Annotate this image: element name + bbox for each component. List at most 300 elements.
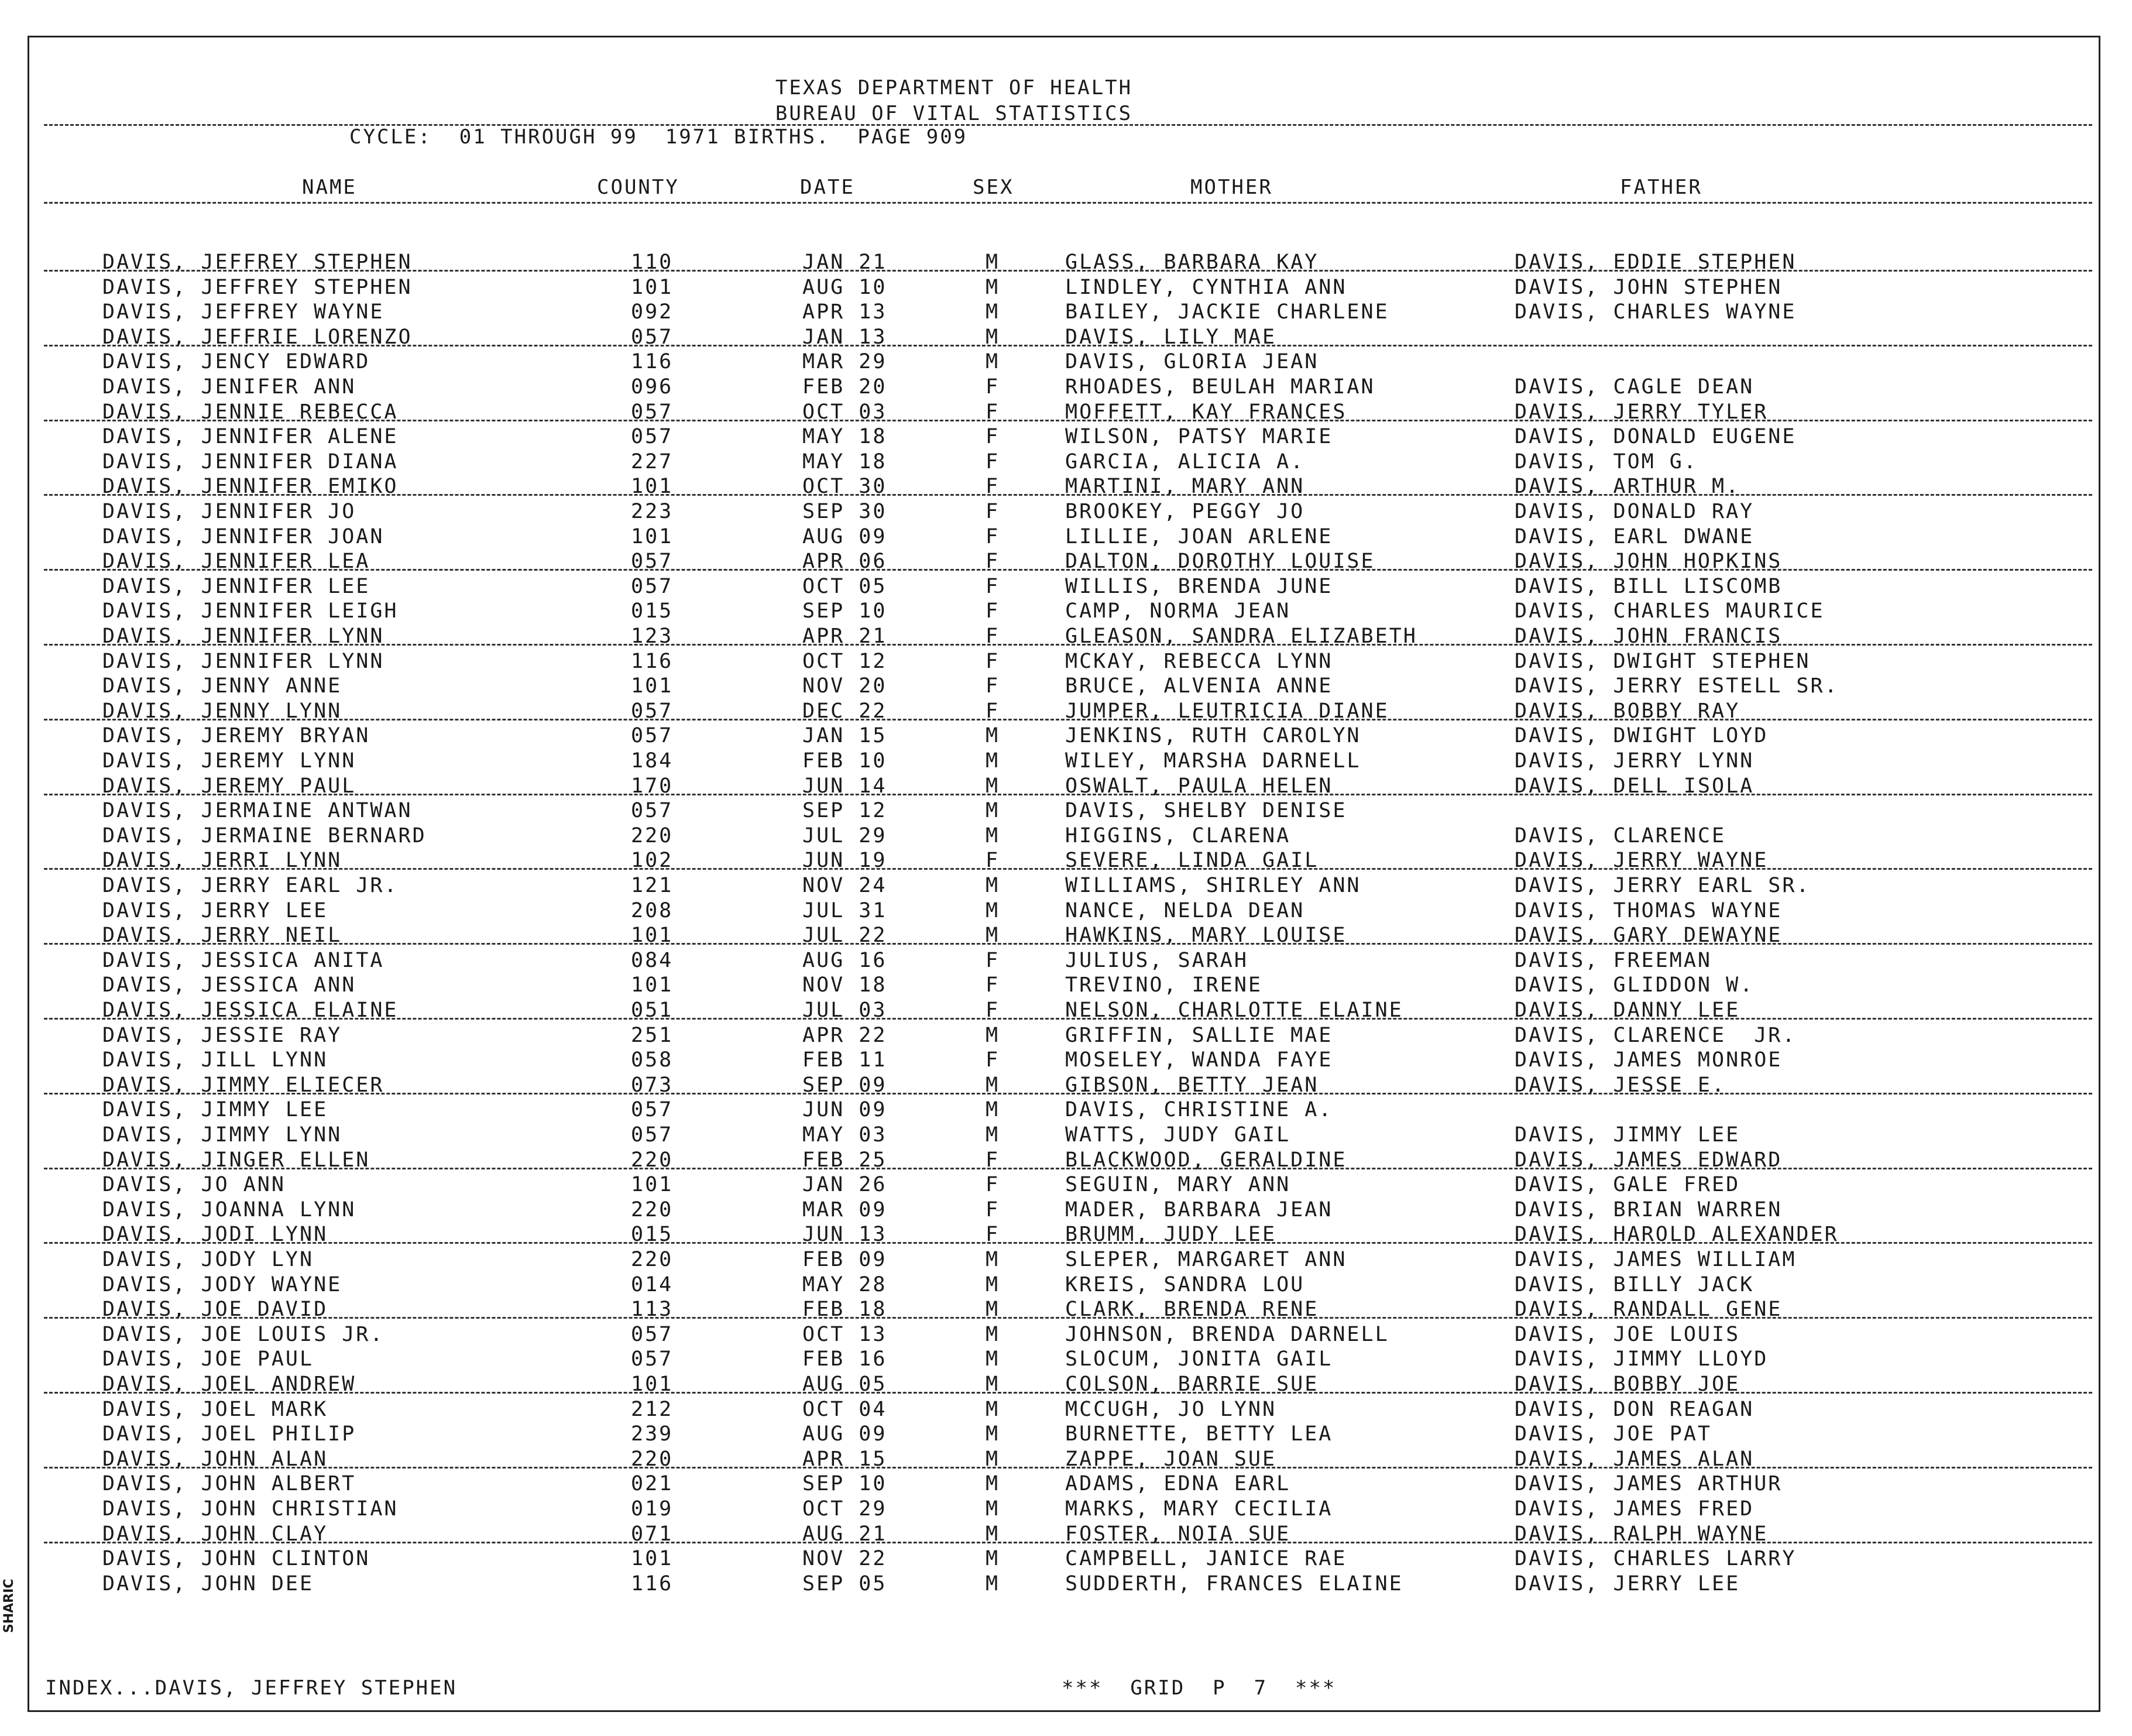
record-county: 084 bbox=[631, 948, 674, 972]
record-name: DAVIS, JENIFER ANN bbox=[102, 375, 356, 399]
record-sex: M bbox=[986, 874, 1000, 897]
record-name: DAVIS, JOANNA LYNN bbox=[102, 1198, 356, 1222]
record-county: 184 bbox=[631, 749, 674, 773]
record-date: SEP 05 bbox=[802, 1572, 887, 1596]
record-name: DAVIS, JOHN CLINTON bbox=[102, 1547, 370, 1571]
record-county: 101 bbox=[631, 275, 674, 299]
record-row bbox=[0, 1198, 2132, 1223]
record-row bbox=[0, 349, 2132, 375]
record-sex: F bbox=[986, 649, 1000, 673]
column-header-county: COUNTY bbox=[597, 176, 679, 199]
record-mother: MOFFETT, KAY FRANCES bbox=[1065, 400, 1347, 424]
record-county: 021 bbox=[631, 1472, 674, 1496]
record-county: 014 bbox=[631, 1272, 674, 1296]
record-father: DAVIS, HAROLD ALEXANDER bbox=[1515, 1223, 1839, 1247]
record-row bbox=[0, 624, 2132, 649]
record-sex: F bbox=[986, 400, 1000, 424]
record-row bbox=[0, 1048, 2132, 1073]
record-father: DAVIS, CHARLES WAYNE bbox=[1515, 300, 1797, 324]
record-date: SEP 09 bbox=[802, 1073, 887, 1097]
record-sex: M bbox=[986, 924, 1000, 948]
column-header-father: FATHER bbox=[1620, 176, 1702, 199]
record-name: DAVIS, JOEL MARK bbox=[102, 1397, 328, 1421]
record-date: JAN 13 bbox=[802, 325, 887, 349]
record-county: 057 bbox=[631, 1322, 674, 1346]
record-date: OCT 03 bbox=[802, 400, 887, 424]
record-row bbox=[0, 674, 2132, 699]
record-name: DAVIS, JOE DAVID bbox=[102, 1298, 328, 1322]
record-mother: SLOCUM, JONITA GAIL bbox=[1065, 1347, 1333, 1371]
record-row bbox=[0, 1123, 2132, 1148]
record-row bbox=[0, 549, 2132, 574]
footer-grid: *** GRID P 7 *** bbox=[1062, 1676, 1337, 1700]
column-header-mother: MOTHER bbox=[1190, 176, 1273, 199]
record-row bbox=[0, 1347, 2132, 1372]
record-date: OCT 05 bbox=[802, 574, 887, 598]
record-row bbox=[0, 873, 2132, 898]
record-name: DAVIS, JENNIFER LEE bbox=[102, 574, 370, 598]
record-mother: JOHNSON, BRENDA DARNELL bbox=[1065, 1322, 1389, 1346]
record-row bbox=[0, 1422, 2132, 1447]
record-name: DAVIS, JEREMY BRYAN bbox=[102, 724, 370, 748]
record-date: APR 06 bbox=[802, 550, 887, 574]
bureau-title: BUREAU OF VITAL STATISTICS bbox=[775, 102, 1133, 125]
record-date: DEC 22 bbox=[802, 699, 887, 723]
record-father: DAVIS, DANNY LEE bbox=[1515, 999, 1740, 1022]
record-name: DAVIS, JENNIFER LEA bbox=[102, 550, 370, 574]
record-mother: GRIFFIN, SALLIE MAE bbox=[1065, 1023, 1333, 1047]
record-father: DAVIS, GALE FRED bbox=[1515, 1173, 1740, 1197]
record-county: 220 bbox=[631, 1447, 674, 1471]
record-father: DAVIS, JOHN STEPHEN bbox=[1515, 275, 1783, 299]
record-father: DAVIS, JAMES MONROE bbox=[1515, 1048, 1783, 1072]
record-name: DAVIS, JEFFREY STEPHEN bbox=[102, 251, 413, 274]
record-date: MAY 18 bbox=[802, 450, 887, 474]
record-row bbox=[0, 723, 2132, 749]
record-county: 057 bbox=[631, 699, 674, 723]
record-father: DAVIS, JIMMY LLOYD bbox=[1515, 1347, 1769, 1371]
record-mother: SLEPER, MARGARET ANN bbox=[1065, 1248, 1347, 1271]
record-name: DAVIS, JOHN ALBERT bbox=[102, 1472, 356, 1496]
record-name: DAVIS, JERMAINE BERNARD bbox=[102, 824, 427, 848]
record-sex: F bbox=[986, 574, 1000, 598]
record-father: DAVIS, JERRY WAYNE bbox=[1515, 849, 1769, 873]
column-header-divider bbox=[44, 202, 2092, 204]
record-county: 057 bbox=[631, 550, 674, 574]
record-name: DAVIS, JERRY NEIL bbox=[102, 924, 342, 948]
record-mother: BAILEY, JACKIE CHARLENE bbox=[1065, 300, 1389, 324]
record-mother: CLARK, BRENDA RENE bbox=[1065, 1298, 1319, 1322]
record-mother: TREVINO, IRENE bbox=[1065, 973, 1263, 997]
record-date: MAY 03 bbox=[802, 1123, 887, 1147]
record-date: APR 15 bbox=[802, 1447, 887, 1471]
record-date: AUG 16 bbox=[802, 948, 887, 972]
record-father: DAVIS, DWIGHT LOYD bbox=[1515, 724, 1769, 748]
record-row bbox=[0, 774, 2132, 799]
record-mother: COLSON, BARRIE SUE bbox=[1065, 1373, 1319, 1396]
record-date: FEB 10 bbox=[802, 749, 887, 773]
record-row bbox=[0, 848, 2132, 873]
record-name: DAVIS, JENNY LYNN bbox=[102, 699, 342, 723]
record-mother: WATTS, JUDY GAIL bbox=[1065, 1123, 1291, 1147]
record-mother: JUMPER, LEUTRICIA DIANE bbox=[1065, 699, 1389, 723]
record-date: NOV 20 bbox=[802, 674, 887, 698]
record-father: DAVIS, JAMES WILLIAM bbox=[1515, 1248, 1797, 1271]
record-date: JUL 22 bbox=[802, 924, 887, 948]
record-row bbox=[0, 1522, 2132, 1547]
record-county: 057 bbox=[631, 799, 674, 823]
record-row bbox=[0, 1447, 2132, 1472]
record-name: DAVIS, JEFFRIE LORENZO bbox=[102, 325, 413, 349]
record-date: JUL 03 bbox=[802, 999, 887, 1022]
record-date: JUN 09 bbox=[802, 1098, 887, 1122]
record-date: SEP 30 bbox=[802, 500, 887, 523]
record-county: 096 bbox=[631, 375, 674, 399]
record-father: DAVIS, BRIAN WARREN bbox=[1515, 1198, 1783, 1222]
record-sex: M bbox=[986, 1547, 1000, 1571]
record-row bbox=[0, 1247, 2132, 1272]
record-mother: LILLIE, JOAN ARLENE bbox=[1065, 524, 1333, 548]
record-date: AUG 10 bbox=[802, 275, 887, 299]
record-row bbox=[0, 1222, 2132, 1247]
record-row bbox=[0, 424, 2132, 450]
record-mother: BURNETTE, BETTY LEA bbox=[1065, 1422, 1333, 1446]
record-sex: F bbox=[986, 550, 1000, 574]
record-sex: F bbox=[986, 500, 1000, 523]
record-mother: GLASS, BARBARA KAY bbox=[1065, 251, 1319, 274]
record-mother: GARCIA, ALICIA A. bbox=[1065, 450, 1305, 474]
record-row bbox=[0, 948, 2132, 973]
record-father: DAVIS, CHARLES LARRY bbox=[1515, 1547, 1797, 1571]
record-mother: BLACKWOOD, GERALDINE bbox=[1065, 1148, 1347, 1172]
record-date: JAN 26 bbox=[802, 1173, 887, 1197]
record-name: DAVIS, JOE PAUL bbox=[102, 1347, 314, 1371]
record-father: DAVIS, JERRY EARL SR. bbox=[1515, 874, 1811, 897]
record-county: 019 bbox=[631, 1497, 674, 1521]
record-county: 116 bbox=[631, 350, 674, 374]
record-name: DAVIS, JEREMY LYNN bbox=[102, 749, 356, 773]
record-mother: MOSELEY, WANDA FAYE bbox=[1065, 1048, 1333, 1072]
record-name: DAVIS, JIMMY LEE bbox=[102, 1098, 328, 1122]
record-mother: MARKS, MARY CECILIA bbox=[1065, 1497, 1333, 1521]
record-row bbox=[0, 1372, 2132, 1397]
record-sex: F bbox=[986, 973, 1000, 997]
record-name: DAVIS, JOHN ALAN bbox=[102, 1447, 328, 1471]
record-county: 057 bbox=[631, 1098, 674, 1122]
record-county: 092 bbox=[631, 300, 674, 324]
record-date: MAR 09 bbox=[802, 1198, 887, 1222]
record-county: 220 bbox=[631, 1148, 674, 1172]
record-name: DAVIS, JENNIFER ALENE bbox=[102, 425, 399, 449]
record-father: DAVIS, DONALD EUGENE bbox=[1515, 425, 1797, 449]
record-date: JAN 15 bbox=[802, 724, 887, 748]
record-father: DAVIS, JOHN FRANCIS bbox=[1515, 625, 1783, 648]
record-name: DAVIS, JOEL ANDREW bbox=[102, 1373, 356, 1396]
record-date: MAR 29 bbox=[802, 350, 887, 374]
record-date: NOV 24 bbox=[802, 874, 887, 897]
record-date: JUN 14 bbox=[802, 774, 887, 798]
record-row bbox=[0, 524, 2132, 550]
record-date: OCT 12 bbox=[802, 649, 887, 673]
record-row bbox=[0, 699, 2132, 724]
record-county: 113 bbox=[631, 1298, 674, 1322]
record-county: 058 bbox=[631, 1048, 674, 1072]
record-sex: M bbox=[986, 1023, 1000, 1047]
record-row bbox=[0, 1297, 2132, 1322]
record-sex: M bbox=[986, 1098, 1000, 1122]
record-sex: F bbox=[986, 1048, 1000, 1072]
record-mother: MCCUGH, JO LYNN bbox=[1065, 1397, 1277, 1421]
record-county: 121 bbox=[631, 874, 674, 897]
record-row bbox=[0, 798, 2132, 824]
record-row bbox=[0, 599, 2132, 624]
record-name: DAVIS, JOHN CHRISTIAN bbox=[102, 1497, 399, 1521]
record-mother: FOSTER, NOIA SUE bbox=[1065, 1522, 1291, 1546]
record-row bbox=[0, 649, 2132, 674]
record-mother: DAVIS, SHELBY DENISE bbox=[1065, 799, 1347, 823]
record-mother: JULIUS, SARAH bbox=[1065, 948, 1248, 972]
record-county: 239 bbox=[631, 1422, 674, 1446]
record-name: DAVIS, JODY WAYNE bbox=[102, 1272, 342, 1296]
record-row bbox=[0, 923, 2132, 948]
record-county: 116 bbox=[631, 1572, 674, 1596]
record-row bbox=[0, 300, 2132, 325]
record-name: DAVIS, JESSIE RAY bbox=[102, 1023, 342, 1047]
record-name: DAVIS, JESSICA ANN bbox=[102, 973, 356, 997]
record-county: 116 bbox=[631, 649, 674, 673]
record-date: NOV 22 bbox=[802, 1547, 887, 1571]
agency-title: TEXAS DEPARTMENT OF HEALTH bbox=[775, 76, 1133, 100]
record-row bbox=[0, 824, 2132, 849]
record-name: DAVIS, JERRY EARL JR. bbox=[102, 874, 399, 897]
record-father: DAVIS, JESSE E. bbox=[1515, 1073, 1726, 1097]
record-row bbox=[0, 749, 2132, 774]
record-mother: KREIS, SANDRA LOU bbox=[1065, 1272, 1305, 1296]
record-father: DAVIS, BILLY JACK bbox=[1515, 1272, 1755, 1296]
record-county: 057 bbox=[631, 425, 674, 449]
record-name: DAVIS, JODY LYN bbox=[102, 1248, 314, 1271]
record-father: DAVIS, CHARLES MAURICE bbox=[1515, 599, 1825, 623]
record-name: DAVIS, JENCY EDWARD bbox=[102, 350, 370, 374]
record-county: 015 bbox=[631, 1223, 674, 1247]
record-mother: NELSON, CHARLOTTE ELAINE bbox=[1065, 999, 1403, 1022]
record-mother: MADER, BARBARA JEAN bbox=[1065, 1198, 1333, 1222]
record-mother: DAVIS, CHRISTINE A. bbox=[1065, 1098, 1333, 1122]
record-name: DAVIS, JINGER ELLEN bbox=[102, 1148, 370, 1172]
record-county: 123 bbox=[631, 625, 674, 648]
record-mother: SEVERE, LINDA GAIL bbox=[1065, 849, 1319, 873]
record-father: DAVIS, GARY DEWAYNE bbox=[1515, 924, 1783, 948]
record-date: FEB 18 bbox=[802, 1298, 887, 1322]
record-date: MAY 28 bbox=[802, 1272, 887, 1296]
record-date: FEB 20 bbox=[802, 375, 887, 399]
record-row bbox=[0, 275, 2132, 300]
record-county: 101 bbox=[631, 1373, 674, 1396]
record-row bbox=[0, 1097, 2132, 1123]
column-header-name: NAME bbox=[302, 176, 357, 199]
record-sex: M bbox=[986, 1073, 1000, 1097]
record-mother: WILSON, PATSY MARIE bbox=[1065, 425, 1333, 449]
record-county: 212 bbox=[631, 1397, 674, 1421]
record-row bbox=[0, 1272, 2132, 1298]
record-row bbox=[0, 1073, 2132, 1098]
record-sex: F bbox=[986, 524, 1000, 548]
record-sex: M bbox=[986, 1298, 1000, 1322]
record-county: 057 bbox=[631, 724, 674, 748]
record-sex: F bbox=[986, 674, 1000, 698]
record-county: 101 bbox=[631, 674, 674, 698]
record-county: 220 bbox=[631, 1248, 674, 1271]
record-name: DAVIS, JODI LYNN bbox=[102, 1223, 328, 1247]
record-mother: SUDDERTH, FRANCES ELAINE bbox=[1065, 1572, 1403, 1596]
record-county: 223 bbox=[631, 500, 674, 523]
record-father: DAVIS, BOBBY RAY bbox=[1515, 699, 1740, 723]
record-mother: BRUMM, JUDY LEE bbox=[1065, 1223, 1277, 1247]
record-county: 101 bbox=[631, 524, 674, 548]
record-father: DAVIS, CAGLE DEAN bbox=[1515, 375, 1755, 399]
record-father: DAVIS, TOM G. bbox=[1515, 450, 1698, 474]
record-date: JUN 13 bbox=[802, 1223, 887, 1247]
record-county: 227 bbox=[631, 450, 674, 474]
record-father: DAVIS, JERRY ESTELL SR. bbox=[1515, 674, 1839, 698]
record-mother: HIGGINS, CLARENA bbox=[1065, 824, 1291, 848]
record-father: DAVIS, RALPH WAYNE bbox=[1515, 1522, 1769, 1546]
column-header-date: DATE bbox=[800, 176, 855, 199]
record-date: FEB 16 bbox=[802, 1347, 887, 1371]
record-sex: F bbox=[986, 1223, 1000, 1247]
record-date: AUG 05 bbox=[802, 1373, 887, 1396]
record-sex: M bbox=[986, 1472, 1000, 1496]
record-name: DAVIS, JERRI LYNN bbox=[102, 849, 342, 873]
record-mother: RHOADES, BEULAH MARIAN bbox=[1065, 375, 1375, 399]
cycle-line: CYCLE: 01 THROUGH 99 1971 BIRTHS. PAGE 909 bbox=[349, 125, 968, 149]
record-date: OCT 30 bbox=[802, 475, 887, 499]
record-name: DAVIS, JENNIFER LYNN bbox=[102, 625, 384, 648]
record-county: 170 bbox=[631, 774, 674, 798]
record-sex: F bbox=[986, 1198, 1000, 1222]
record-row bbox=[0, 1497, 2132, 1522]
record-name: DAVIS, JENNIFER LEIGH bbox=[102, 599, 399, 623]
record-name: DAVIS, JEFFREY STEPHEN bbox=[102, 275, 413, 299]
record-sex: F bbox=[986, 1173, 1000, 1197]
record-row bbox=[0, 400, 2132, 425]
record-mother: WILLIS, BRENDA JUNE bbox=[1065, 574, 1333, 598]
record-name: DAVIS, JOHN CLAY bbox=[102, 1522, 328, 1546]
record-row bbox=[0, 898, 2132, 924]
record-mother: MCKAY, REBECCA LYNN bbox=[1065, 649, 1333, 673]
record-county: 101 bbox=[631, 924, 674, 948]
record-father: DAVIS, DELL ISOLA bbox=[1515, 774, 1755, 798]
record-row bbox=[0, 574, 2132, 599]
record-name: DAVIS, JENNIE REBECCA bbox=[102, 400, 399, 424]
record-father: DAVIS, JAMES ARTHUR bbox=[1515, 1472, 1783, 1496]
record-mother: WILEY, MARSHA DARNELL bbox=[1065, 749, 1361, 773]
record-mother: GLEASON, SANDRA ELIZABETH bbox=[1065, 625, 1417, 648]
record-name: DAVIS, JEFFREY WAYNE bbox=[102, 300, 384, 324]
record-name: DAVIS, JENNIFER LYNN bbox=[102, 649, 384, 673]
record-county: 057 bbox=[631, 325, 674, 349]
record-father: DAVIS, JERRY LYNN bbox=[1515, 749, 1755, 773]
record-name: DAVIS, JENNY ANNE bbox=[102, 674, 342, 698]
record-father: DAVIS, JIMMY LEE bbox=[1515, 1123, 1740, 1147]
record-date: NOV 18 bbox=[802, 973, 887, 997]
record-name: DAVIS, JO ANN bbox=[102, 1173, 286, 1197]
record-sex: M bbox=[986, 749, 1000, 773]
record-mother: GIBSON, BETTY JEAN bbox=[1065, 1073, 1319, 1097]
record-date: JUN 19 bbox=[802, 849, 887, 873]
record-sex: F bbox=[986, 375, 1000, 399]
record-county: 015 bbox=[631, 599, 674, 623]
record-date: FEB 25 bbox=[802, 1148, 887, 1172]
record-date: OCT 29 bbox=[802, 1497, 887, 1521]
record-mother: BRUCE, ALVENIA ANNE bbox=[1065, 674, 1333, 698]
record-mother: MARTINI, MARY ANN bbox=[1065, 475, 1305, 499]
record-father: DAVIS, RANDALL GENE bbox=[1515, 1298, 1783, 1322]
record-row bbox=[0, 499, 2132, 524]
record-father: DAVIS, JOE LOUIS bbox=[1515, 1322, 1740, 1346]
record-row bbox=[0, 973, 2132, 998]
record-father: DAVIS, GLIDDON W. bbox=[1515, 973, 1755, 997]
record-row bbox=[0, 1148, 2132, 1173]
record-date: AUG 09 bbox=[802, 1422, 887, 1446]
record-date: AUG 09 bbox=[802, 524, 887, 548]
record-county: 110 bbox=[631, 251, 674, 274]
record-sex: M bbox=[986, 898, 1000, 922]
record-father: DAVIS, JOE PAT bbox=[1515, 1422, 1712, 1446]
record-father: DAVIS, THOMAS WAYNE bbox=[1515, 898, 1783, 922]
record-row bbox=[0, 1397, 2132, 1422]
record-county: 102 bbox=[631, 849, 674, 873]
record-sex: F bbox=[986, 699, 1000, 723]
record-name: DAVIS, JOEL PHILIP bbox=[102, 1422, 356, 1446]
record-county: 057 bbox=[631, 574, 674, 598]
record-county: 057 bbox=[631, 1123, 674, 1147]
record-county: 220 bbox=[631, 1198, 674, 1222]
record-sex: M bbox=[986, 1422, 1000, 1446]
record-father: DAVIS, BOBBY JOE bbox=[1515, 1373, 1740, 1396]
record-sex: M bbox=[986, 325, 1000, 349]
record-father: DAVIS, DONALD RAY bbox=[1515, 500, 1755, 523]
record-sex: M bbox=[986, 1397, 1000, 1421]
record-date: OCT 04 bbox=[802, 1397, 887, 1421]
record-sex: M bbox=[986, 1572, 1000, 1596]
record-date: SEP 10 bbox=[802, 1472, 887, 1496]
column-header-sex: SEX bbox=[973, 176, 1014, 199]
record-row bbox=[0, 474, 2132, 499]
record-sex: M bbox=[986, 1497, 1000, 1521]
record-father: DAVIS, EDDIE STEPHEN bbox=[1515, 251, 1797, 274]
record-county: 101 bbox=[631, 1173, 674, 1197]
record-father: DAVIS, ARTHUR M. bbox=[1515, 475, 1740, 499]
record-date: MAY 18 bbox=[802, 425, 887, 449]
record-father: DAVIS, JOHN HOPKINS bbox=[1515, 550, 1783, 574]
record-row bbox=[0, 325, 2132, 350]
record-sex: F bbox=[986, 599, 1000, 623]
record-county: 073 bbox=[631, 1073, 674, 1097]
record-date: SEP 12 bbox=[802, 799, 887, 823]
record-date: JUL 31 bbox=[802, 898, 887, 922]
record-mother: CAMP, NORMA JEAN bbox=[1065, 599, 1291, 623]
record-sex: M bbox=[986, 724, 1000, 748]
record-mother: ADAMS, EDNA EARL bbox=[1065, 1472, 1291, 1496]
record-father: DAVIS, CLARENCE bbox=[1515, 824, 1726, 848]
record-mother: DAVIS, GLORIA JEAN bbox=[1065, 350, 1319, 374]
record-mother: OSWALT, PAULA HELEN bbox=[1065, 774, 1333, 798]
record-sex: F bbox=[986, 849, 1000, 873]
record-county: 208 bbox=[631, 898, 674, 922]
record-mother: CAMPBELL, JANICE RAE bbox=[1065, 1547, 1347, 1571]
record-mother: WILLIAMS, SHIRLEY ANN bbox=[1065, 874, 1361, 897]
